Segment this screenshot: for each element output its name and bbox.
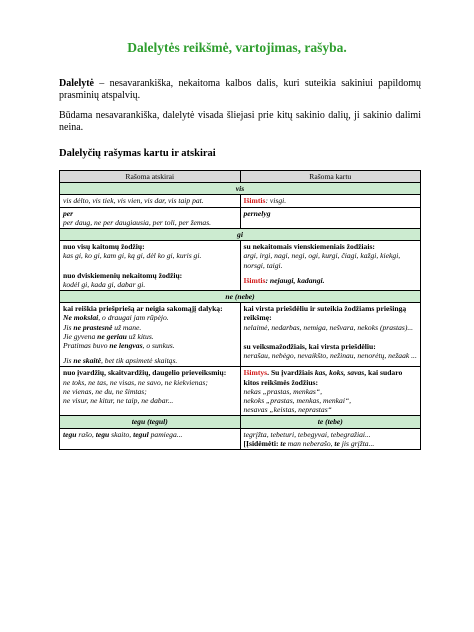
nebe-left-examples-3b: ne vienas, ne du, ne šimtas; xyxy=(63,386,147,396)
gi-exception xyxy=(244,276,418,285)
nebe-left-heading: kai reiškia priešpriešą ar neigia sakomąjį dalyką: xyxy=(63,304,223,314)
usage-paragraph: Būdama nesavarankiška, dalelytė visada šliejasi prie kitų sakinio dalių, ji sakinio dalimi neina. xyxy=(59,110,421,133)
definition-paragraph xyxy=(59,78,421,102)
te-note: [Įsidėmėti: te man neberašo, te jis grįžta... xyxy=(243,438,375,448)
gi-together-cell xyxy=(240,241,421,291)
exception-text: : nejaugi, kadangi. xyxy=(265,275,325,285)
nebe-right-heading-1: kai virsta priešdėliu ir suteikia žodžiams priešingą reikšmę: xyxy=(243,304,407,323)
nebe-exception-example-1: nekas „prastas, menkas“, xyxy=(243,386,322,396)
per-separate-cell xyxy=(60,207,241,228)
exception-text: : visgi. xyxy=(265,196,287,206)
nebe-example-4: Pratimas buvo ne lengvas, o sunkus. xyxy=(63,341,175,351)
band-label-tegu: tegu (tegul) xyxy=(60,416,241,428)
gi-left-heading-2: nuo dviskiemenių nekaitomų žodžių: xyxy=(63,270,183,280)
header-separate: Rašoma atskirai xyxy=(60,171,241,183)
table-row xyxy=(60,367,421,416)
nebe-left-examples-3c: ne visur, ne kitur, ne taip, ne dabar... xyxy=(63,396,174,406)
band-row-nebe xyxy=(60,291,421,303)
band-row-gi xyxy=(60,229,421,241)
spelling-table xyxy=(59,170,421,450)
gi-left-examples-2: kodėl gi, kada gi, dabar gi. xyxy=(63,279,146,289)
vis-together-cell xyxy=(240,195,421,207)
nebe-left-heading-3: nuo įvardžių, skaitvardžių, daugelio prieveiksmių: xyxy=(63,368,227,378)
exception-label: Išimtis xyxy=(243,275,266,285)
nebe-together-cell-1 xyxy=(240,303,421,367)
band-row-tegu xyxy=(60,416,421,428)
nebe-example-5: Jis ne skaitė, bet tik apsimetė skaitąs. xyxy=(63,356,178,366)
gi-left-examples-1: kas gi, ko gi, kam gi, ką gi, dėl ko gi, kuris gi. xyxy=(63,251,202,261)
te-examples: tegrįžta, tebeturi, tebegyvai, tebegražiai... xyxy=(243,429,371,439)
gi-left-heading-1: nuo visų kaitomų žodžių: xyxy=(63,242,145,252)
nebe-exception-example-2: nekoks „prastas, menkas, menkai“, xyxy=(243,396,352,406)
per-examples: per daug, ne per daugiausia, per toli, per žemas. xyxy=(63,217,212,227)
band-label-vis: vis xyxy=(60,183,421,195)
nebe-separate-cell-2 xyxy=(60,367,241,416)
nebe-example-1: Ne mokslai, o draugai jam rūpėjo. xyxy=(63,313,169,323)
table-header-row xyxy=(60,171,421,183)
nebe-example-3: Jie gyvena ne geriau už kitus. xyxy=(63,331,154,341)
nebe-together-cell-2 xyxy=(240,367,421,416)
nebe-separate-cell-1 xyxy=(60,303,241,367)
gi-right-examples: argi, irgi, nagi, negi, ogi, kurgi, čiagi, kažgi, kiekgi, norsgi, taigi. xyxy=(243,251,401,270)
nebe-exception-line: Išimtys. Su įvardžiais kas, koks, savas, kai sudaro kitos reikšmės žodžius: xyxy=(243,368,403,387)
nebe-right-examples-1: nelaimė, nedarbas, nemiga, nešvara, nekoks (prastas)... xyxy=(243,322,414,332)
per-together-cell: pernelyg xyxy=(240,207,421,228)
te-together-cell xyxy=(240,428,421,449)
table-row xyxy=(60,303,421,367)
table-row xyxy=(60,195,421,207)
gi-separate-cell xyxy=(60,241,241,291)
band-label-te: te (tebe) xyxy=(240,416,421,428)
exception-label: Išimtis xyxy=(243,196,266,206)
nebe-left-examples-3a: ne toks, ne tas, ne visas, ne savo, ne kiekvienas; xyxy=(63,377,208,387)
header-together: Rašoma kartu xyxy=(240,171,421,183)
table-row xyxy=(60,207,421,228)
gi-right-heading: su nekaitomais vienskiemeniais žodžiais: xyxy=(243,242,375,252)
nebe-right-examples-2: nerašau, nebėgo, nevaikšto, nežinau, nenorėtų, nežaak ... xyxy=(243,351,417,361)
tegu-separate-cell: tegu rašo, tegu skaito, tegul pamiega... xyxy=(60,428,241,449)
page-title: Dalelytės reikšmė, vartojimas, rašyba. xyxy=(127,40,347,55)
definition-term: Dalelytė xyxy=(59,78,94,89)
nebe-example-2: Jis ne prastesnė už mane. xyxy=(63,322,142,332)
definition-text: – nesavarankiška, nekaitoma kalbos dalis, kuri suteikia sakiniui papildomų prasminių atspalvių. xyxy=(59,78,421,101)
vis-separate-cell: vis dėlto, vis tiek, vis vien, vis dar, vis taip pat. xyxy=(60,195,241,207)
table-row xyxy=(60,241,421,291)
section-heading: Dalelyčių rašymas kartu ir atskirai xyxy=(59,148,216,159)
per-word: per xyxy=(63,208,74,218)
band-label-gi: gi xyxy=(60,229,421,241)
table-row xyxy=(60,428,421,449)
nebe-right-heading-2: su veiksmažodžiais, kai virsta priešdėliu: xyxy=(243,341,376,351)
band-row-vis xyxy=(60,183,421,195)
band-label-nebe: ne (nebe) xyxy=(60,291,421,303)
nebe-exception-example-3: nesavas „keistas, neprastas“ xyxy=(243,405,332,415)
